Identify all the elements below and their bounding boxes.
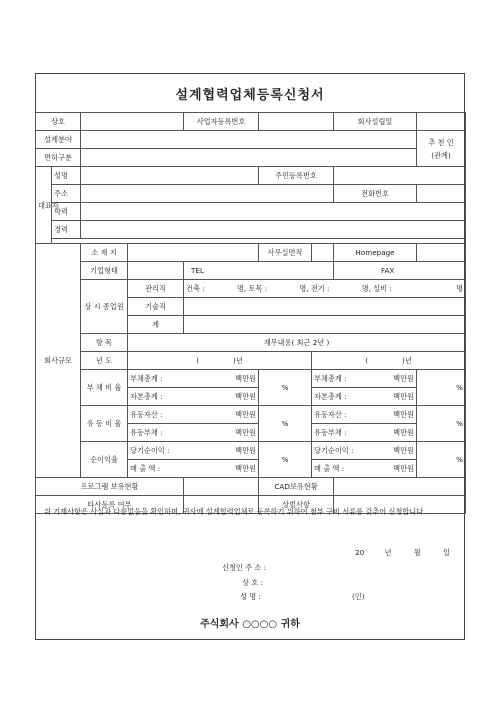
rep-address-label: 주소 <box>52 185 81 203</box>
liquidity-ratio-label: 유 동 비 율 <box>81 406 128 442</box>
homepage-field[interactable] <box>417 244 466 262</box>
current-assets-2[interactable] <box>312 406 417 424</box>
rep-education-label: 학력 <box>52 203 81 221</box>
current-assets-label-2: 유동자산 : <box>314 410 347 419</box>
manager-counts[interactable] <box>184 280 466 298</box>
founded-label: 회사설립일 <box>334 113 417 131</box>
recipient: 주식회사 ○○○○ 귀하 <box>200 619 300 630</box>
net-income-label-1: 당기순이익 : <box>130 446 170 455</box>
rep-id-field[interactable] <box>334 167 466 185</box>
current-liab-2[interactable] <box>312 424 417 442</box>
total-label: 계 <box>128 316 184 334</box>
unit-2: 백만원 <box>393 374 415 383</box>
trade-name-field[interactable] <box>81 113 184 131</box>
net-income-pct-2[interactable]: % <box>417 442 466 478</box>
unit-7: 백만원 <box>235 428 257 437</box>
rep-career-label: 경력 <box>52 221 81 239</box>
unit-12: 백만원 <box>393 464 415 473</box>
rep-phone-label: 전화번호 <box>334 185 417 203</box>
unit-10: 백만원 <box>393 446 415 455</box>
license-type-field[interactable] <box>81 149 417 167</box>
total-field[interactable] <box>184 316 466 334</box>
current-assets-label-1: 유동자산 : <box>130 410 163 419</box>
tel-field[interactable] <box>184 262 334 280</box>
sales-label-1: 매 출 액 : <box>130 464 161 473</box>
liquidity-pct-2[interactable]: % <box>417 406 466 442</box>
unit-4: 백만원 <box>393 392 415 401</box>
founded-field[interactable] <box>417 113 466 131</box>
net-income-2[interactable] <box>312 442 417 460</box>
year-close-1: )년 <box>233 356 243 365</box>
equip-label: 명, 설비 : <box>361 284 392 293</box>
financial-label: 재무내용( 최근 2년 ) <box>128 334 466 352</box>
programs-field[interactable] <box>184 478 259 496</box>
biz-reg-no-label: 사업자등록번호 <box>184 113 259 131</box>
cad-label: CAD보유현황 <box>259 478 334 496</box>
recommender-relation-label: (관계) <box>431 150 451 160</box>
civil-label: 명, 토목 : <box>236 284 268 293</box>
cad-field[interactable] <box>334 478 466 496</box>
unit-1: 백만원 <box>235 374 257 383</box>
date-line <box>355 548 450 558</box>
rep-address-field[interactable] <box>81 185 334 203</box>
year-label: 년 도 <box>81 352 128 370</box>
net-income-ratio-label: 순이익율 <box>81 442 128 478</box>
homepage-label: Homepage <box>334 244 417 262</box>
office-area-field[interactable] <box>312 244 334 262</box>
debt-pct-2[interactable]: % <box>417 370 466 406</box>
date-month-unit: 월 <box>413 548 421 557</box>
rep-phone-field[interactable] <box>417 185 466 203</box>
current-liab-1[interactable] <box>128 424 259 442</box>
total-equity-1[interactable] <box>128 388 259 406</box>
net-income-pct-1[interactable]: % <box>259 442 312 478</box>
unit-9: 백만원 <box>235 446 257 455</box>
company-size-group-label: 회사규모 <box>36 244 81 478</box>
location-field[interactable] <box>128 244 259 262</box>
sales-label-2: 매 출 액 : <box>314 464 345 473</box>
location-label: 소 재 지 <box>81 244 128 262</box>
year-close-2: )년 <box>402 356 412 365</box>
applicant-name-label: 상 호 : <box>242 578 263 587</box>
current-liab-label-2: 유동부채 : <box>314 428 347 437</box>
total-debt-1[interactable] <box>128 370 259 388</box>
tel-label: TEL <box>191 266 204 275</box>
biz-reg-no-field[interactable] <box>259 113 334 131</box>
unit-3: 백만원 <box>235 392 257 401</box>
fax-field[interactable] <box>334 262 466 280</box>
elec-label: 명, 전기 : <box>299 284 330 293</box>
technical-field[interactable] <box>184 298 466 316</box>
trade-name-label: 상호 <box>36 113 81 131</box>
manager-label: 관리직 <box>128 280 184 298</box>
total-debt-2[interactable] <box>312 370 417 388</box>
debt-ratio-label: 부 채 비 율 <box>81 370 128 406</box>
total-debt-label-2: 부채총계 : <box>314 374 347 383</box>
recommender-label: 추 천 인 <box>428 137 454 147</box>
date-year: 20 <box>355 548 365 557</box>
form-title: 설계협력업체등록신청서 <box>175 88 325 103</box>
awards-label: 상벌사항 <box>259 496 334 514</box>
item-label: 항 목 <box>81 334 128 352</box>
net-income-1[interactable] <box>128 442 259 460</box>
net-income-label-2: 당기순이익 : <box>314 446 354 455</box>
fax-label: FAX <box>381 266 395 275</box>
rep-name-label: 성명 <box>52 167 81 185</box>
recommender-cell[interactable] <box>417 131 466 167</box>
total-equity-label-2: 자본총계 : <box>314 392 347 401</box>
debt-pct-1[interactable]: % <box>259 370 312 406</box>
date-year-unit: 년 <box>384 548 392 557</box>
applicant-person-label: 성 명 : <box>240 592 261 601</box>
declaration-text: 위 기재사항은 사실과 다름없음을 확인하며, 귀사에 설계협력업체로 등록하기 위하여 첨부 구비 서류를 갖추어 신청합니다. <box>44 507 426 516</box>
employees-label: 상 시 종업원 <box>81 280 128 334</box>
total-equity-label-1: 자본총계 : <box>130 392 163 401</box>
current-liab-label-1: 유동부채 : <box>130 428 163 437</box>
sales-1[interactable] <box>128 460 259 478</box>
year-open-2: ( <box>365 356 369 365</box>
office-area-label: 사무실면적 <box>259 244 312 262</box>
other-reg-label: 타사등록 여부 <box>36 496 184 514</box>
programs-label: 프로그램 보유현황 <box>36 478 184 496</box>
year-field-1[interactable] <box>128 352 312 370</box>
application-form-table <box>35 112 466 514</box>
rep-name-field[interactable] <box>81 167 259 185</box>
company-type-label: 기업형태 <box>81 262 128 280</box>
sales-2[interactable] <box>312 460 417 478</box>
rep-education-field[interactable] <box>81 203 466 221</box>
current-assets-1[interactable] <box>128 406 259 424</box>
arch-label: 건축 : <box>186 284 205 293</box>
design-field-label: 설계분야 <box>36 131 81 149</box>
person-unit: 명 <box>456 284 464 293</box>
license-type-label: 면허구분 <box>36 149 81 167</box>
year-open-1: ( <box>196 356 200 365</box>
design-field-field[interactable] <box>81 131 417 149</box>
total-equity-2[interactable] <box>312 388 417 406</box>
unit-8: 백만원 <box>393 428 415 437</box>
rep-career-field[interactable] <box>81 221 466 239</box>
applicant-seal: (인) <box>352 592 365 601</box>
unit-5: 백만원 <box>235 410 257 419</box>
date-day-unit: 일 <box>442 548 450 557</box>
applicant-address-label: 신청인 주 소 : <box>222 563 266 572</box>
company-type-field[interactable] <box>128 262 184 280</box>
total-debt-label-1: 부채총계 : <box>130 374 163 383</box>
representative-group-label: 대표자 <box>36 167 52 244</box>
unit-11: 백만원 <box>235 464 257 473</box>
liquidity-pct-1[interactable]: % <box>259 406 312 442</box>
rep-id-label: 주민등록번호 <box>259 167 334 185</box>
technical-label: 기술직 <box>128 298 184 316</box>
unit-6: 백만원 <box>393 410 415 419</box>
year-field-2[interactable] <box>312 352 466 370</box>
